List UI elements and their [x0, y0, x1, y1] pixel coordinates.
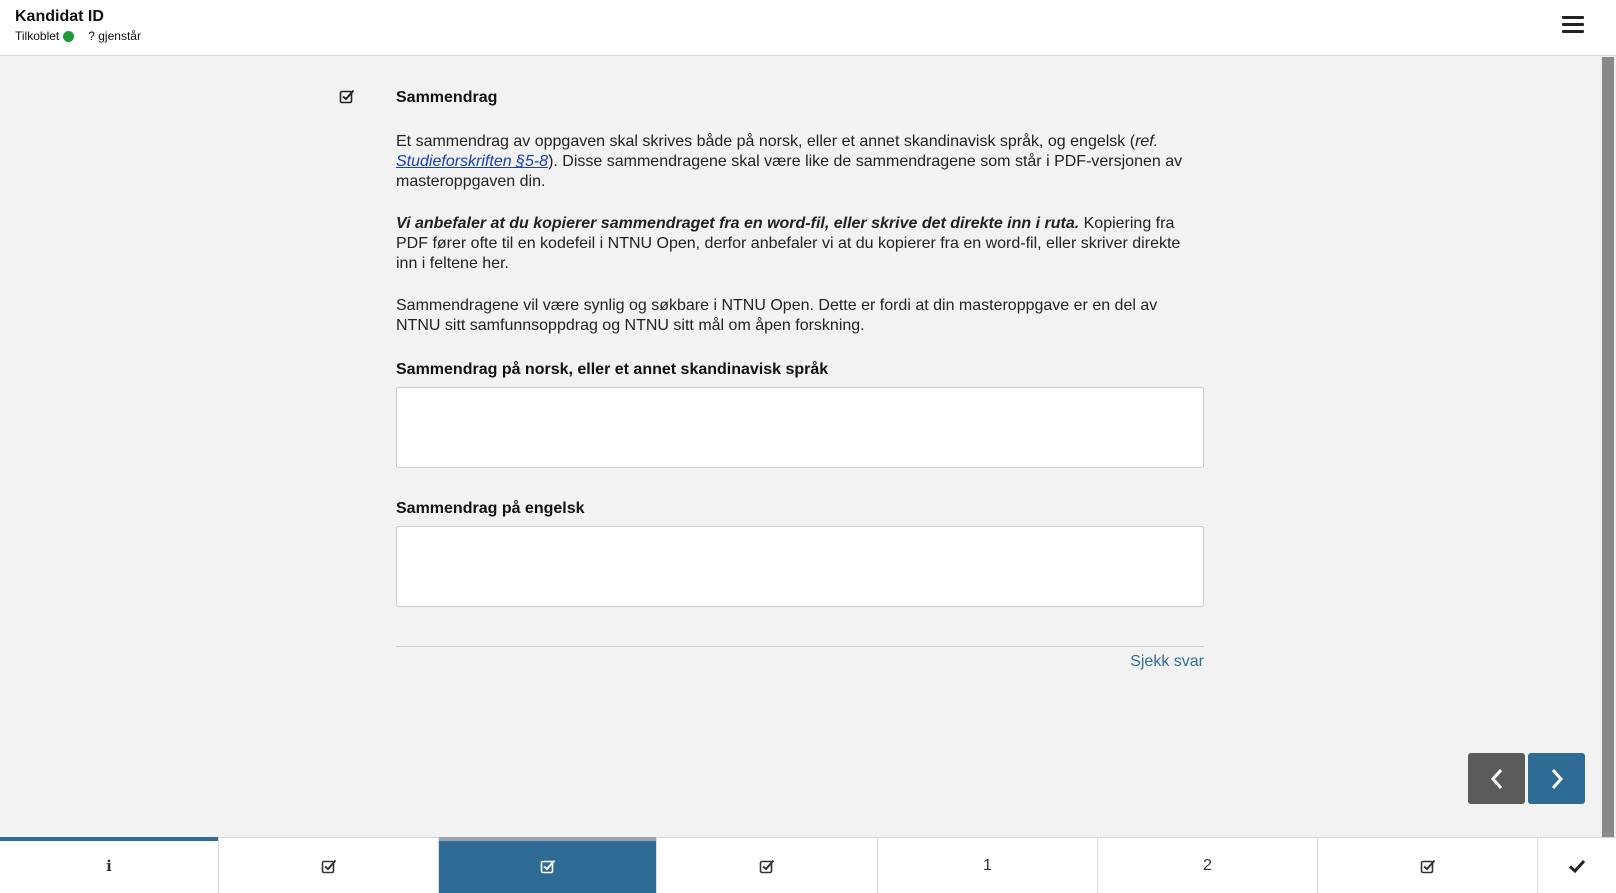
- scrollbar[interactable]: [1600, 57, 1616, 837]
- divider: [396, 646, 1204, 647]
- english-summary-label: Sammendrag på engelsk: [396, 500, 585, 517]
- question-title: Sammendrag: [396, 89, 498, 106]
- norwegian-summary-label: Sammendrag på norsk, eller et annet skandinavisk språk: [396, 361, 829, 378]
- hamburger-menu-icon[interactable]: [1562, 16, 1584, 34]
- visibility-paragraph: Sammendragene vil være synlig og søkbare i NTNU Open. Dette er fordi at din masteroppgave er en del av NTNU sitt samfunnsoppdrag og NTNU sitt mål om åpen forskning.: [396, 297, 1158, 334]
- tab-number: 2: [1203, 857, 1212, 874]
- tab-question-5[interactable]: [1098, 838, 1318, 893]
- intro-text: Et sammendrag av oppgaven skal skrives både på norsk, eller et annet skandinavisk språk, og engelsk (: [396, 133, 1136, 150]
- checkbox-icon: [540, 858, 556, 874]
- connection-status-dot-icon: [63, 31, 74, 42]
- regulations-link[interactable]: Studieforskriften §5-8: [396, 153, 549, 170]
- connection-status: [15, 29, 141, 43]
- checkbox-icon: [1420, 858, 1436, 874]
- recommendation-rest: Kopiering fra PDF fører ofte til en kodefeil i NTNU Open, derfor anbefaler vi at du kopierer fra en word-fil, eller skriver direkte inn i feltene her.: [396, 215, 1181, 272]
- intro-text-after: ). Disse sammendragene skal være like de sammendragene som står i PDF-versjonen av masteroppgaven din.: [396, 153, 1183, 190]
- recommendation-bold: Vi anbefaler at du kopierer sammendraget fra en word-fil, eller skrive det direkte inn i ruta.: [396, 215, 1080, 232]
- tab-number: 1: [983, 857, 992, 874]
- next-button[interactable]: [1528, 753, 1585, 804]
- checkmark-icon: [1568, 858, 1586, 874]
- norwegian-summary-input[interactable]: [396, 387, 1204, 468]
- tab-question-1[interactable]: [219, 838, 439, 893]
- connection-status-label: Tilkoblet: [15, 29, 60, 43]
- english-summary-input[interactable]: [396, 526, 1204, 607]
- checkbox-icon: [759, 858, 775, 874]
- recommendation-paragraph: [396, 214, 1204, 274]
- candidate-id-title: Kandidat ID: [15, 8, 104, 25]
- tab-question-2[interactable]: [439, 838, 657, 893]
- tab-question-4[interactable]: [878, 838, 1098, 893]
- question-navigation-bar: [0, 837, 1616, 893]
- chevron-left-icon: [1489, 767, 1505, 791]
- tab-info[interactable]: [0, 838, 219, 893]
- previous-button[interactable]: [1468, 753, 1525, 804]
- info-icon: i: [106, 857, 112, 875]
- check-answer-link[interactable]: Sjekk svar: [1130, 653, 1204, 670]
- question-content: [396, 86, 1204, 671]
- top-header: [0, 0, 1616, 56]
- checkbox-icon: [339, 88, 355, 104]
- scrollbar-thumb[interactable]: [1602, 57, 1614, 837]
- intro-paragraph: [396, 132, 1204, 192]
- ref-label: ref.: [1135, 133, 1159, 150]
- tab-deliver[interactable]: [1538, 838, 1616, 893]
- tab-question-6[interactable]: [1318, 838, 1538, 893]
- checkbox-icon: [321, 858, 337, 874]
- tab-question-3[interactable]: [657, 838, 878, 893]
- remaining-count: ? gjenstår: [88, 29, 141, 43]
- chevron-right-icon: [1549, 767, 1565, 791]
